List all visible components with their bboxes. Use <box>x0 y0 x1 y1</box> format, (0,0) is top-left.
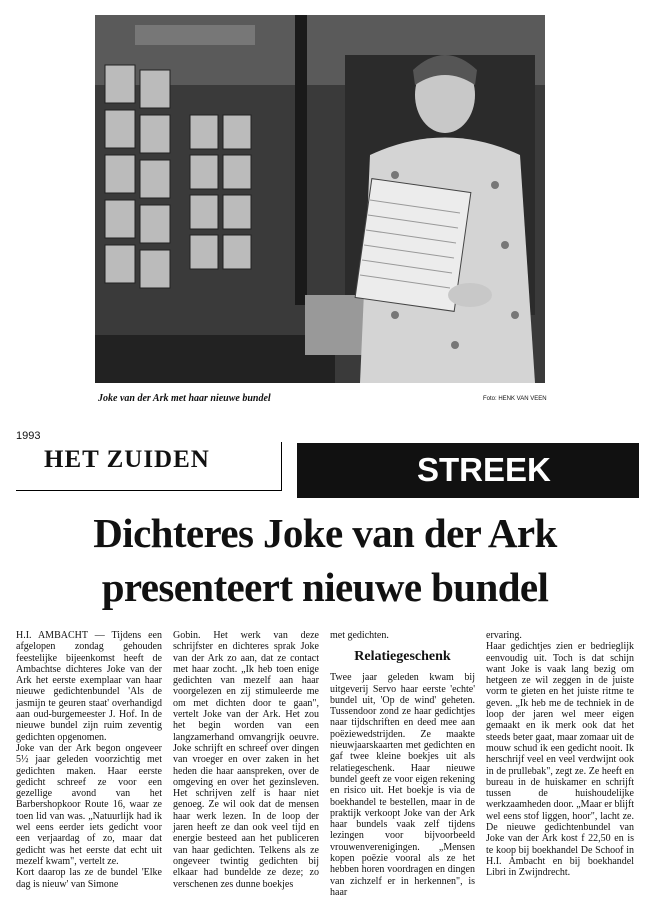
subheading: Relatiegeschenk <box>354 649 451 665</box>
section-header-left <box>16 442 282 491</box>
article-column-4 <box>486 630 634 879</box>
article-photo <box>95 15 545 383</box>
section-title-het-zuiden: HET ZUIDEN <box>44 446 210 473</box>
article-column-3 <box>330 630 475 898</box>
paragraph: ervaring. <box>486 630 522 641</box>
headline-line-2: presenteert nieuwe bundel <box>101 564 549 610</box>
article-column-1 <box>16 630 162 890</box>
photo-credit: Foto: HENK VAN VEEN <box>483 396 547 402</box>
paragraph: Haar gedichtjes zien er bedrieglijk eenvoudig uit. Toch is dat schijn want Joke is vaak lang bezig om hetgeen ze wil zeggen in de juiste vorm te gieten en het juiste ritme te geven. „Ik heb me de techniek in de loop der jaren wel meer eigen gemaakt en ik merk ook dat het steeds beter gaat, maar zomaar uit de mouw schud ik een gedicht nooit. Ik herschrijf veel en veel verdwijnt ook in de prullebak", zegt ze. Ze heeft en bureau in de huiskamer en schrijft tussen de huishoudelijke werkzaamheden door. „Maar er blijft wel eens stof liggen, hoor", lacht ze. De nieuwe gedichtenbundel van Joke van der Ark kost f 22,50 en is te koop bij boekhandel De Schoof in H.I. Ambacht en bij boekhandel Libri in Zwijndrecht. <box>486 641 634 879</box>
section-title-streek: STREEK <box>417 451 551 488</box>
paragraph: H.I. AMBACHT — Tijdens een afgelopen zondag gehouden feestelijke bijeenkomst heeft de Ambachtse dichteres Joke van der Ark het eerste exemplaar van haar nieuwe gedichtenbundel 'Als de jasmijn te geuren staat' overhandigd aan oud-burgemeester J. Hof. In de nieuwe bundel zijn ruim zeventig gedichten opgenomen. <box>16 630 162 743</box>
paragraph: Twee jaar geleden kwam bij uitgeverij Servo haar eerste 'echte' bundel uit, 'Op de wind' geheten. Tussendoor zond ze haar gedichtjes naar tijdschriften en deed mee aan poëziewedstrijden. Ze maakte nieuwjaarskaarten met gedichten en gaf twee kleine boekjes uit als relatiegeschenk. Haar nieuwe bundel geeft ze voor eigen rekening en risico uit. Het boekje is via de boekhandel te bestellen, maar in de praktijk verkoopt Joke van der Ark haar bundels vaak zelf tijdens lezingen voor bijvoorbeeld vrouwenverenigingen. „Mensen kopen poëzie vooral als ze het hebben horen voordragen en dingen van zichzelf er in herkennen", is haar <box>330 672 475 898</box>
paragraph: Kort daarop las ze de bundel 'Elke dag is nieuw' van Simone <box>16 867 162 890</box>
publication-date: 1993 <box>16 430 41 442</box>
paragraph: Joke van der Ark begon ongeveer 5½ jaar geleden voorzichtig met gedichten maken. Haar eerste gedicht schreef ze voor een gezellige avond van het Barbershopkoor Route 16, waar ze toen lid van was. „Natuurlijk had ik wel eens eerder iets gedicht voor een verjaardag of zo, maar dat gedicht was het eerste dat echt uit mezelf kwam", vertelt ze. <box>16 742 162 867</box>
section-header-right <box>297 443 639 498</box>
article-column-2 <box>173 630 319 890</box>
article-headline <box>0 506 650 614</box>
paragraph: met gedichten. <box>330 630 389 641</box>
paragraph: Gobin. Het werk van deze schrijfster en dichteres sprak Joke van der Ark zo aan, dat ze contact met haar zocht. „Ik heb toen enige gedichten van mezelf aan haar voorgelezen en zij stimuleerde me om met dichten door te gaan", vertelt Joke van der Ark. Het zou het begin worden van een langzamerhand omvangrijk oeuvre. Joke schrijft en schreef over dingen van vroeger en over zaken in het heden die haar aanspreken, over de omgeving en over het gezinsleven. Het schrijven zelf is haar niet genoeg. Ze wil ook dat de mensen haar werk lezen. In de loop der jaren heeft ze dan ook veel tijd en energie besteed aan het publiceren van haar gedichten. Telkens als ze ongeveer twintig gedichten bij elkaar had bundelde ze deze; zo verschenen zes dunne boekjes <box>173 630 319 890</box>
photo-caption: Joke van der Ark met haar nieuwe bundel <box>98 393 271 404</box>
headline-line-1: Dichteres Joke van der Ark <box>93 510 557 556</box>
